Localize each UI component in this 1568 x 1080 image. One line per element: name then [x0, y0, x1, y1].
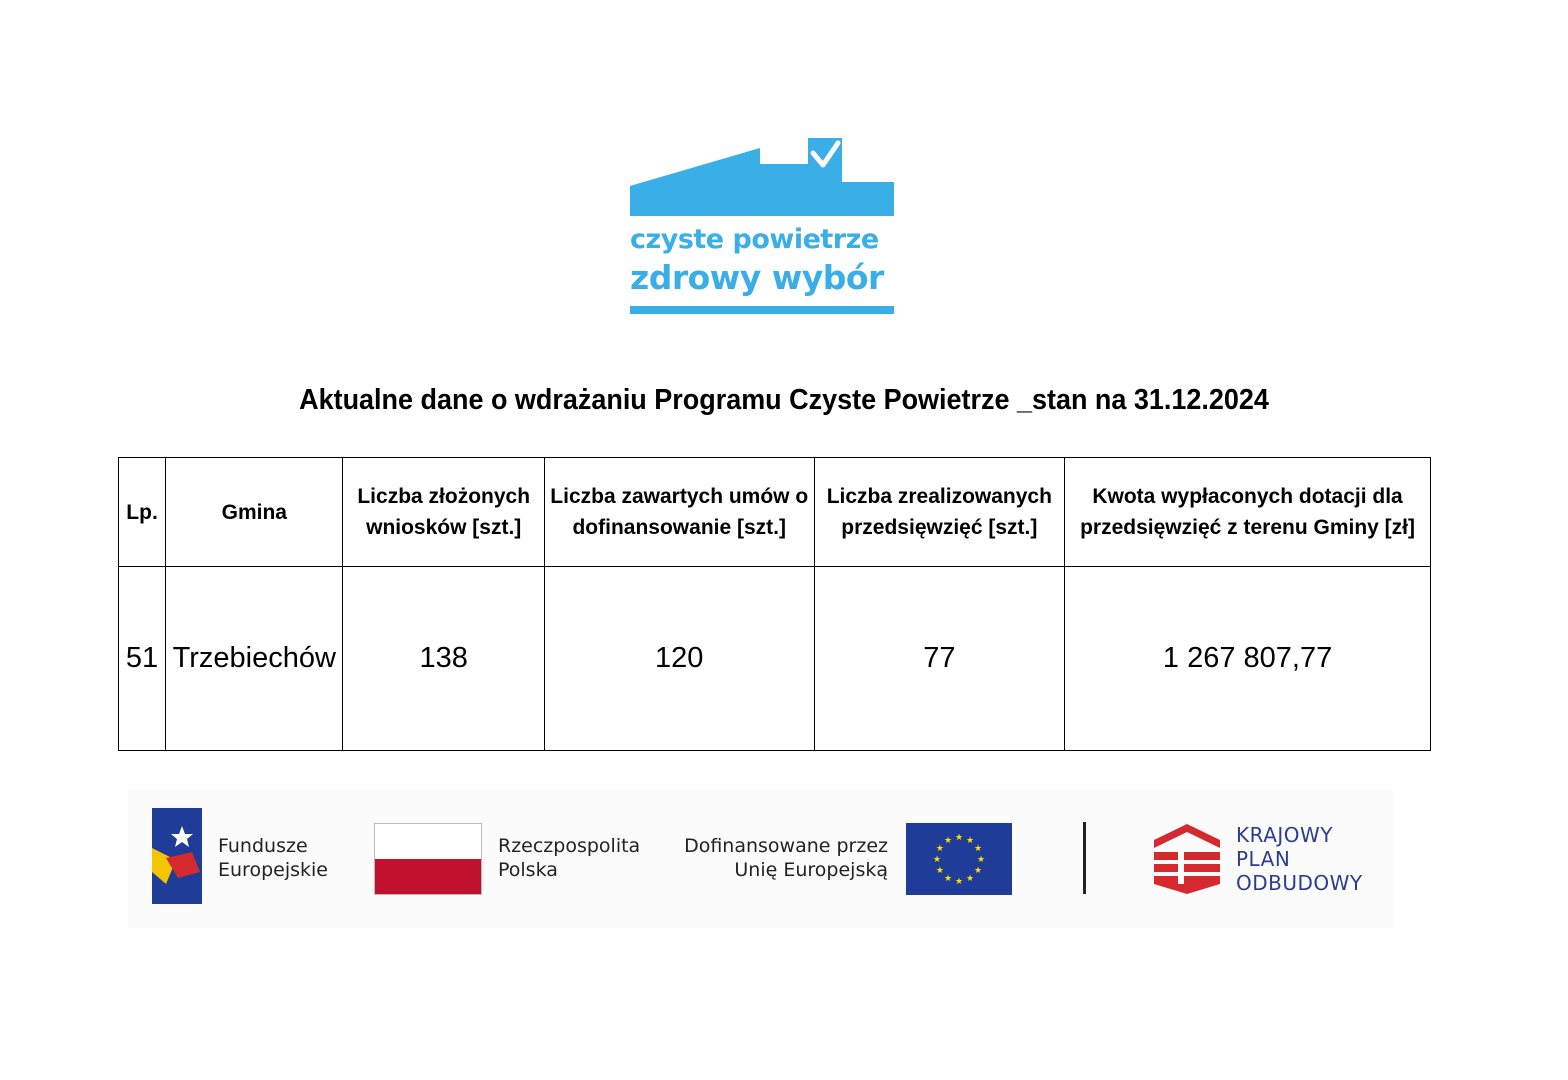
- eu-star-icon: ★: [935, 843, 944, 853]
- eu-star-icon: ★: [954, 876, 964, 886]
- pl-label: [498, 834, 640, 882]
- funding-logos-bar: [128, 790, 1393, 928]
- header-applications: Liczba złożonych wniosków [szt.]: [343, 458, 544, 567]
- polish-flag-icon: [374, 823, 482, 895]
- kpo-line1: KRAJOWY: [1236, 823, 1334, 847]
- pl-line1: Rzeczpospolita: [498, 835, 641, 857]
- kpo-line2: PLAN: [1236, 847, 1291, 871]
- eu-star-icon: ★: [943, 834, 953, 845]
- cell-gmina: Trzebiechów: [166, 567, 343, 751]
- logo-text-line2: zdrowy wybór: [630, 258, 884, 297]
- kpo-label: [1236, 823, 1363, 895]
- fe-line2: Europejskie: [218, 859, 328, 881]
- eu-star-icon: ★: [974, 865, 983, 875]
- program-data-table: [118, 457, 1431, 751]
- kpo-icon: [1154, 822, 1220, 896]
- cell-contracts: 120: [544, 567, 814, 751]
- table-row: [119, 567, 1431, 751]
- header-contracts: Liczba zawartych umów o dofinansowanie [szt.]: [544, 458, 814, 567]
- eu-star-icon: ★: [932, 854, 942, 864]
- header-completed: Liczba zrealizowanych przedsięwzięć [szt.]: [814, 458, 1065, 567]
- house-check-icon: [630, 138, 894, 228]
- page-title: Aktualne dane o wdrażaniu Programu Czyste Powietrze _stan na 31.12.2024: [299, 384, 1269, 416]
- header-gmina: Gmina: [166, 458, 343, 567]
- fe-line1: Fundusze: [218, 835, 308, 857]
- eu-star-icon: ★: [965, 834, 975, 845]
- eu-star-icon: ★: [965, 873, 975, 884]
- eu-star-icon: ★: [976, 854, 986, 864]
- cell-amount: 1 267 807,77: [1065, 567, 1431, 751]
- logo-underline: [630, 306, 894, 314]
- eu-star-icon: ★: [954, 832, 964, 842]
- eu-star-icon: ★: [943, 873, 953, 884]
- cell-lp: 51: [119, 567, 166, 751]
- fundusze-europejskie-icon: [152, 808, 204, 906]
- header-amount: Kwota wypłaconych dotacji dla przedsięwzięć z terenu Gminy [zł]: [1065, 458, 1431, 567]
- kpo-line3: ODBUDOWY: [1236, 871, 1363, 895]
- eu-line2: Unię Europejską: [734, 859, 888, 881]
- eu-star-icon: ★: [935, 865, 944, 875]
- pl-line2: Polska: [498, 859, 558, 881]
- cell-applications: 138: [343, 567, 544, 751]
- cell-completed: 77: [814, 567, 1065, 751]
- table-header-row: [119, 458, 1431, 567]
- fe-label: [218, 834, 328, 882]
- eu-label: [676, 834, 888, 882]
- logo-divider: [1083, 822, 1086, 894]
- eu-star-icon: ★: [974, 843, 983, 853]
- header-lp: Lp.: [119, 458, 166, 567]
- eu-line1: Dofinansowane przez: [684, 835, 888, 857]
- logo-text-line1: czyste powietrze: [630, 224, 879, 255]
- eu-flag-icon: [906, 823, 1012, 895]
- czyste-powietrze-logo: [630, 138, 894, 316]
- eu-stars-icon: [906, 823, 1012, 895]
